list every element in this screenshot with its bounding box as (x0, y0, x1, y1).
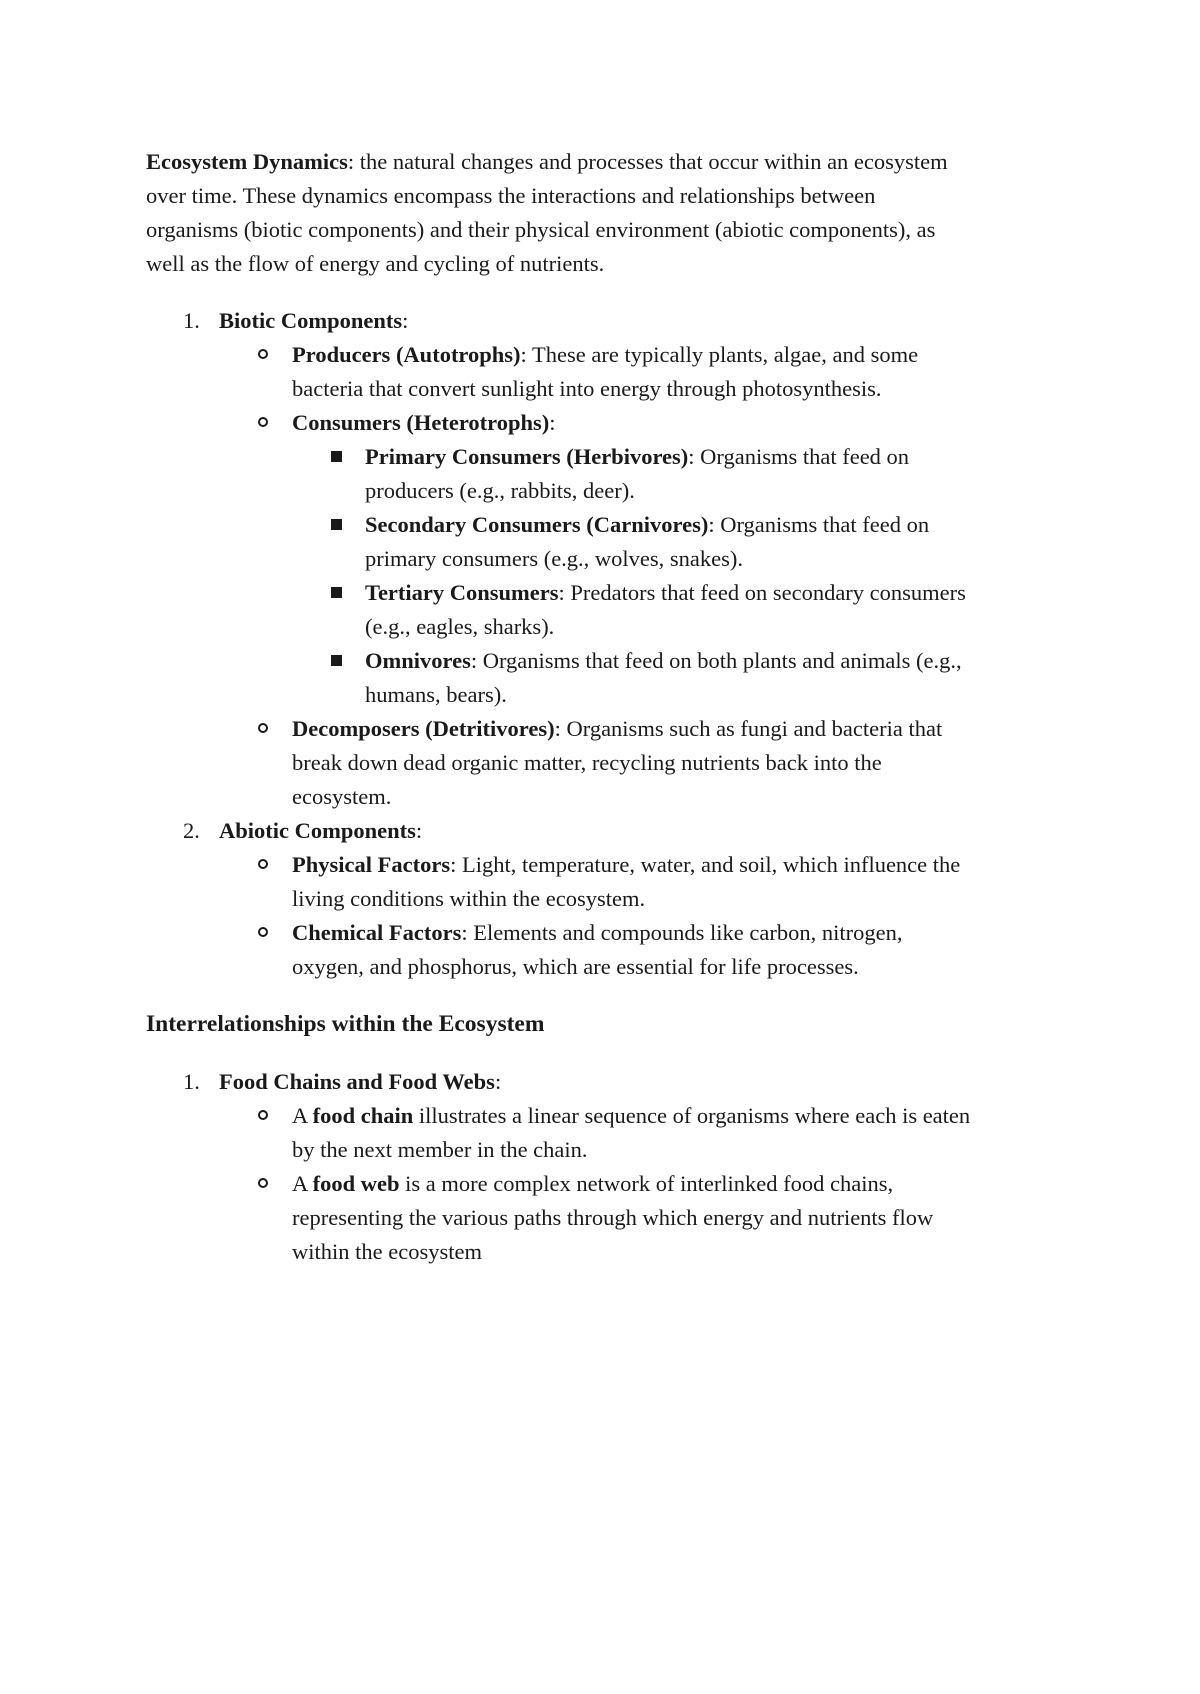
tertiary-term: Tertiary Consumers (365, 580, 559, 605)
biotic-title-text: Biotic Components (219, 308, 403, 333)
food-web-term: food web (312, 1171, 400, 1196)
food-title-suffix: : (494, 1069, 502, 1094)
physical-line-2: living conditions within the ecosystem. (292, 886, 646, 911)
intro-line-4: well as the flow of energy and cycling of nutrients. (146, 251, 605, 276)
decomposers-text: : Organisms such as fungi and bacteria that (554, 716, 943, 741)
physical-term: Physical Factors (292, 852, 451, 877)
food-web-prefix: A (292, 1171, 313, 1196)
consumers-term: Consumers (Heterotrophs) (292, 410, 550, 435)
list-number-abiotic: 2. (183, 818, 200, 843)
hollow-bullet-icon (258, 1110, 268, 1120)
primary-text: : Organisms that feed on (688, 444, 910, 469)
omnivores-text: : Organisms that feed on both plants and animals (e.g., (470, 648, 962, 673)
hollow-bullet-icon (258, 417, 268, 427)
consumers-suffix: : (549, 410, 556, 435)
hollow-bullet-icon (258, 927, 268, 937)
intro-line-2: over time. These dynamics encompass the interactions and relationships between (146, 183, 876, 208)
hollow-bullet-icon (258, 1178, 268, 1188)
abiotic-title-suffix: : (415, 818, 423, 843)
secondary-text: : Organisms that feed on (708, 512, 930, 537)
intro-line-1 (146, 145, 948, 179)
abiotic-title-text: Abiotic Components (219, 818, 416, 843)
secondary-line-1 (365, 508, 929, 542)
list-number-food: 1. (183, 1069, 200, 1094)
physical-line-1 (292, 848, 960, 882)
tertiary-line-1 (365, 576, 966, 610)
section-heading: Interrelationships within the Ecosystem (146, 1011, 545, 1037)
omnivores-term: Omnivores (365, 648, 471, 673)
food-web-line-2: representing the various paths through which energy and nutrients flow (292, 1205, 934, 1230)
square-bullet-icon (331, 655, 342, 666)
secondary-term: Secondary Consumers (Carnivores) (365, 512, 709, 537)
chemical-line-2: oxygen, and phosphorus, which are essential for life processes. (292, 954, 859, 979)
square-bullet-icon (331, 587, 342, 598)
consumers-title (292, 406, 556, 440)
biotic-title (219, 304, 408, 338)
decomposers-line-3: ecosystem. (292, 784, 392, 809)
tertiary-line-2: (e.g., eagles, sharks). (365, 614, 555, 639)
omnivores-line-2: humans, bears). (365, 682, 507, 707)
food-web-line-3: within the ecosystem (292, 1239, 482, 1264)
producers-term: Producers (Autotrophs) (292, 342, 521, 367)
primary-term: Primary Consumers (Herbivores) (365, 444, 689, 469)
primary-line-1 (365, 440, 909, 474)
producers-line-1 (292, 338, 918, 372)
decomposers-line-2: break down dead organic matter, recycling nutrients back into the (292, 750, 882, 775)
hollow-bullet-icon (258, 723, 268, 733)
food-chain-line-2: by the next member in the chain. (292, 1137, 588, 1162)
decomposers-line-1 (292, 712, 942, 746)
hollow-bullet-icon (258, 859, 268, 869)
food-web-line-1 (292, 1167, 893, 1201)
square-bullet-icon (331, 519, 342, 530)
producers-line-2: bacteria that convert sunlight into energy through photosynthesis. (292, 376, 882, 401)
food-title (219, 1065, 501, 1099)
secondary-line-2: primary consumers (e.g., wolves, snakes). (365, 546, 744, 571)
food-title-text: Food Chains and Food Webs (219, 1069, 495, 1094)
chemical-term: Chemical Factors (292, 920, 462, 945)
food-chain-line-1 (292, 1099, 970, 1133)
hollow-bullet-icon (258, 349, 268, 359)
intro-text: : the natural changes and processes that occur within an ecosystem (347, 149, 948, 174)
decomposers-term: Decomposers (Detritivores) (292, 716, 555, 741)
food-chain-prefix: A (292, 1103, 313, 1128)
list-number-biotic: 1. (183, 308, 200, 333)
chemical-line-1 (292, 916, 902, 950)
physical-text: : Light, temperature, water, and soil, which influence the (450, 852, 961, 877)
primary-line-2: producers (e.g., rabbits, deer). (365, 478, 635, 503)
intro-line-3: organisms (biotic components) and their physical environment (abiotic components), as (146, 217, 936, 242)
food-chain-term: food chain (312, 1103, 414, 1128)
abiotic-title (219, 814, 422, 848)
biotic-title-suffix: : (402, 308, 409, 333)
square-bullet-icon (331, 451, 342, 462)
omnivores-line-1 (365, 644, 962, 678)
producers-text: : These are typically plants, algae, and some (520, 342, 919, 367)
food-web-text: is a more complex network of interlinked food chains, (399, 1171, 894, 1196)
intro-term: Ecosystem Dynamics (146, 149, 348, 174)
tertiary-text: : Predators that feed on secondary consumers (558, 580, 966, 605)
food-chain-text: illustrates a linear sequence of organisms where each is eaten (413, 1103, 971, 1128)
chemical-text: : Elements and compounds like carbon, nitrogen, (461, 920, 903, 945)
